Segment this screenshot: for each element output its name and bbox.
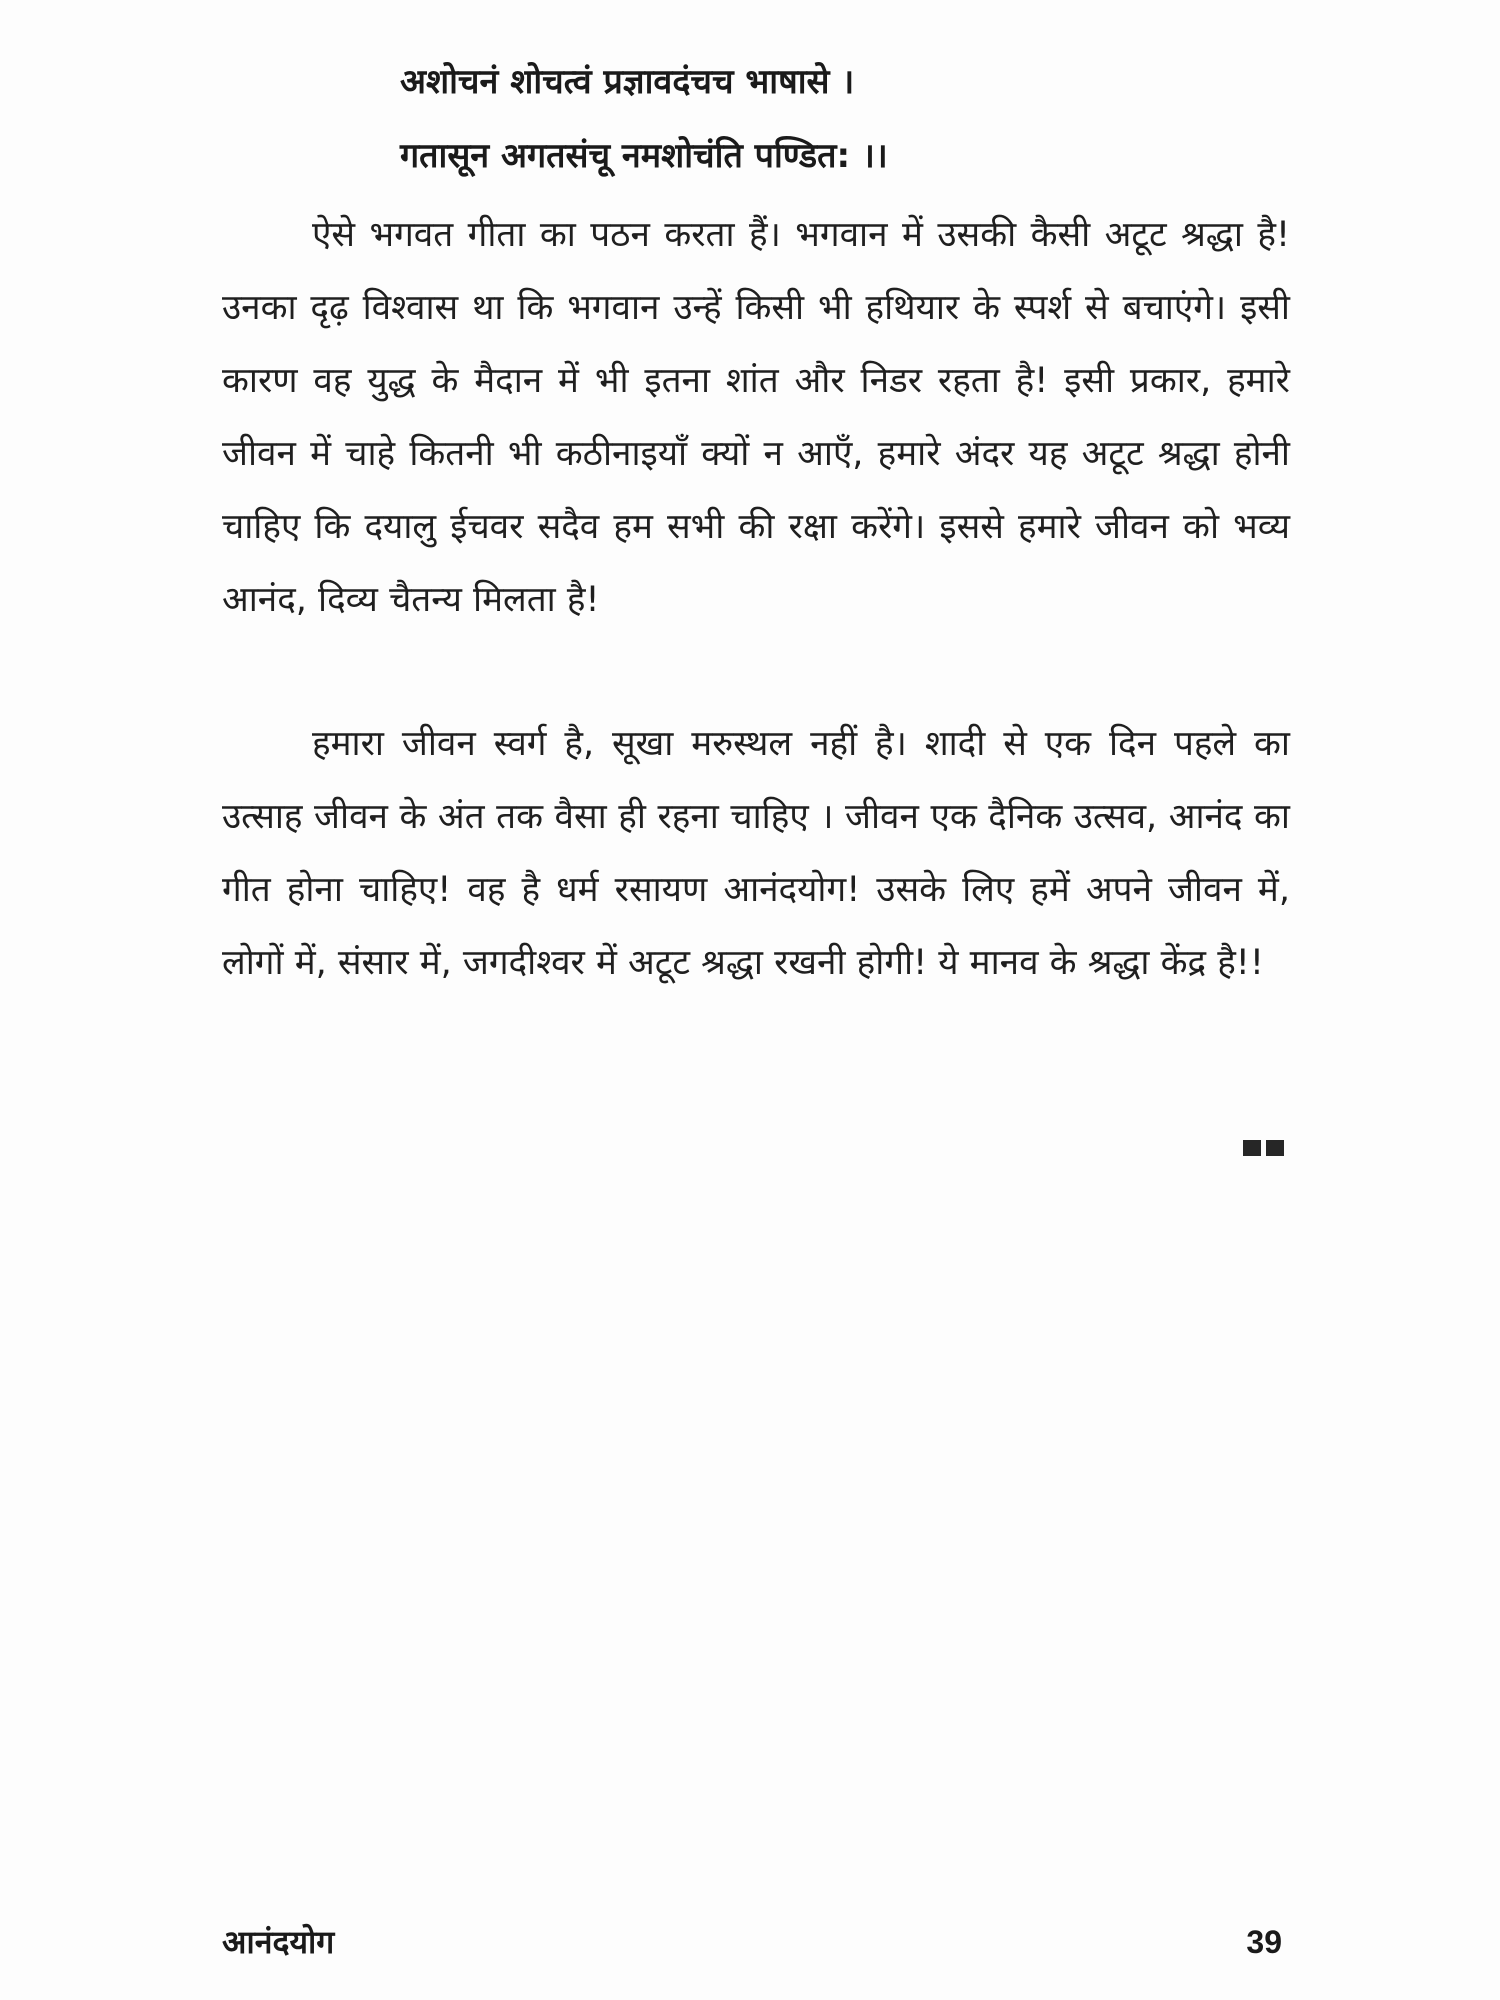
end-square-icon — [1266, 1140, 1284, 1156]
footer-page-number: 39 — [1246, 1924, 1282, 1960]
paragraph-2: हमारा जीवन स्वर्ग है, सूखा मरुस्थल नहीं है। शादी से एक दिन पहले का उत्साह जीवन के अंत तक वैसा ही रहना चाहिए । जीवन एक दैनिक उत्सव, आनंद का गीत होना चाहिए! वह है धर्म रसायण आनंदयोग! उसके लिए हमें अपने जीवन में, लोगों में, संसार में, जगदीश्वर में अटूट श्रद्धा रखनी होगी! ये मानव के श्रद्धा केंद्र है!! — [222, 724, 1290, 983]
section-end-mark — [1243, 1140, 1289, 1156]
paragraph-1: ऐसे भगवत गीता का पठन करता हैं। भगवान में उसकी कैसी अटूट श्रद्धा है! उनका दृढ़ विश्वास था कि भगवान उन्हें किसी भी हथियार के स्पर्श से बचाएंगे। इसी कारण वह युद्ध के मैदान में भी इतना शांत और निडर रहता है! इसी प्रकार, हमारे जीवन में चाहे कितनी भी कठीनाइयाँ क्यों न आएँ, हमारे अंदर यह अटूट श्रद्धा होनी चाहिए कि दयालु ईचवर सदैव हम सभी की रक्षा करेंगे। इससे हमारे जीवन को भव्य आनंद, दिव्य चैतन्य मिलता है! — [222, 215, 1290, 620]
footer-book-title: आनंदयोग — [222, 1923, 335, 1961]
verse-line-1: अशोचनं शोचत्वं प्रज्ञावदंचच भाषासे । — [400, 62, 855, 102]
end-square-icon — [1243, 1140, 1261, 1156]
verse-line-2: गतासून अगतसंचू नमशोचंति पण्डित: ।। — [400, 136, 888, 176]
